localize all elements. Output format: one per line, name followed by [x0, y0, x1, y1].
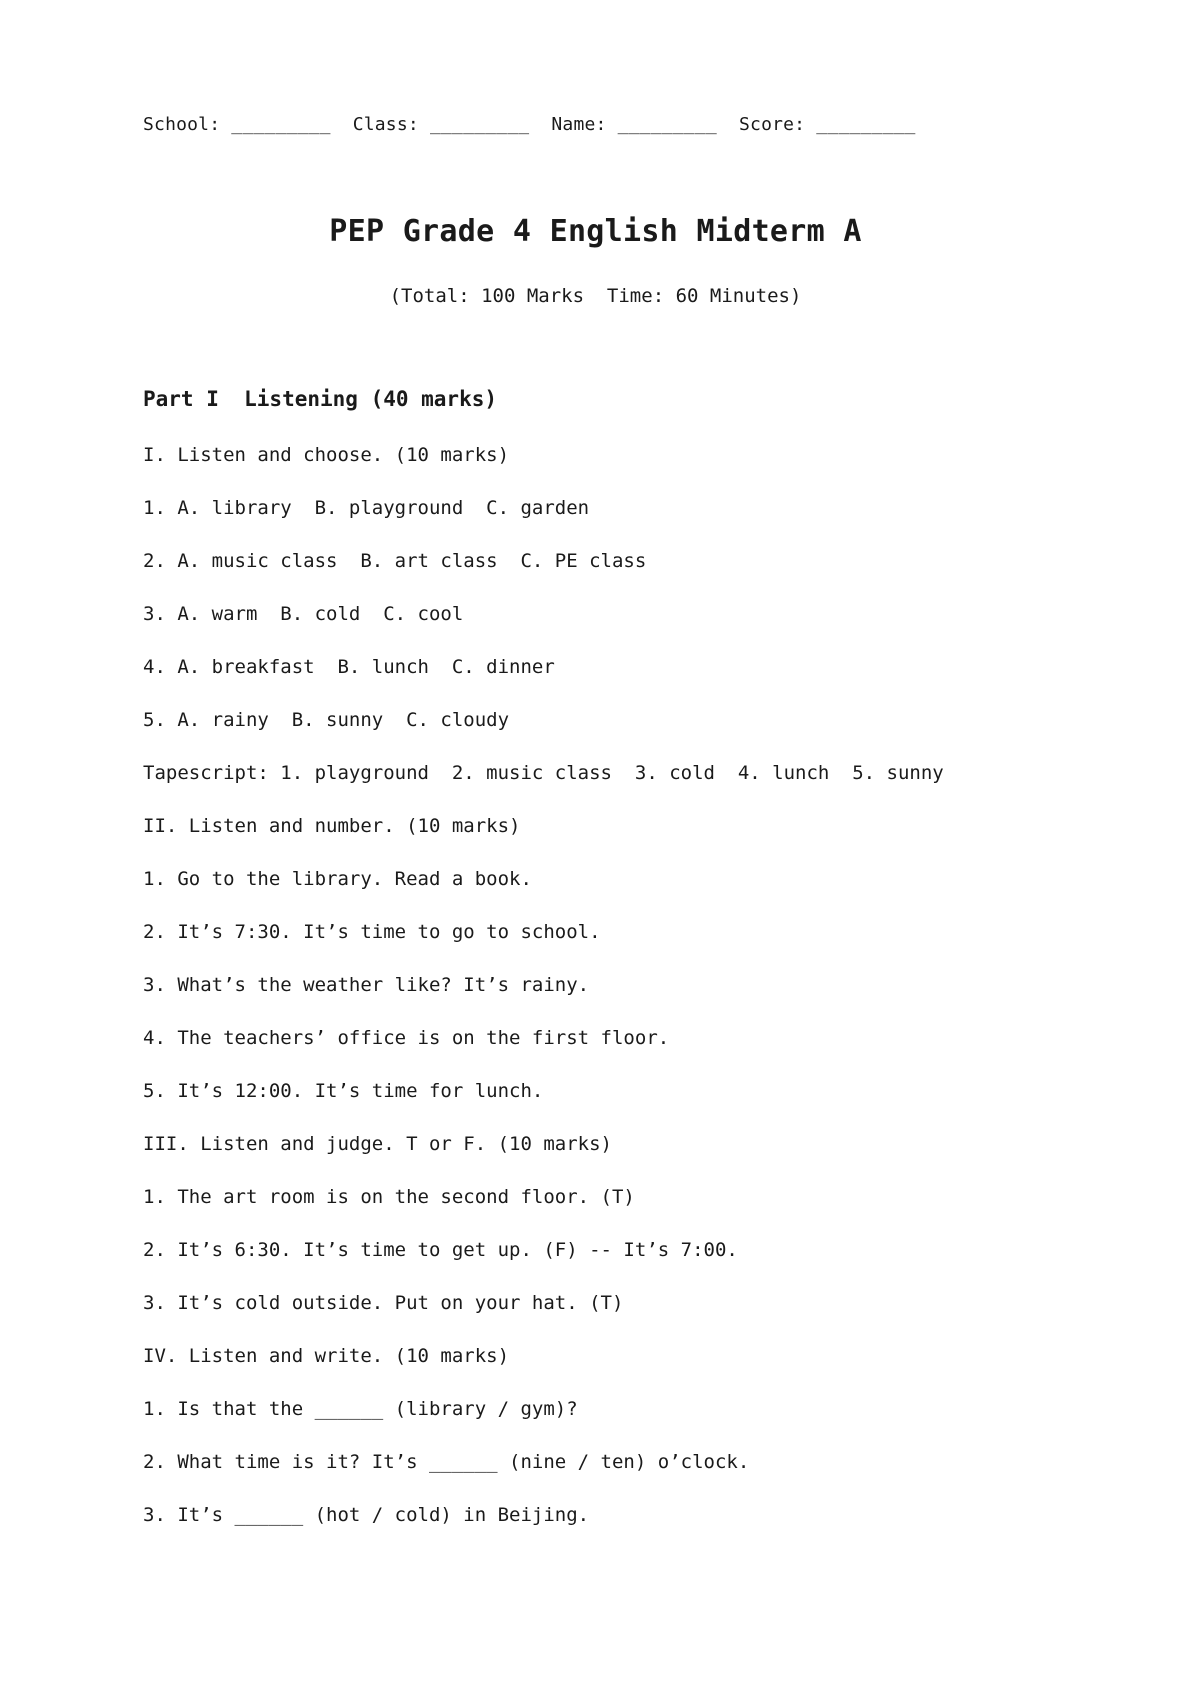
question-line: 2. It’s 7:30. It’s time to go to school. [143, 921, 601, 943]
question-line: 4. The teachers’ office is on the first floor. [143, 1027, 670, 1049]
question-line: 2. A. music class B. art class C. PE class [143, 550, 647, 572]
tapescript-line: Tapescript: 1. playground 2. music class 3. cold 4. lunch 5. sunny [143, 762, 944, 784]
question-line: 3. It’s ______ (hot / cold) in Beijing. [143, 1504, 590, 1526]
question-line: 3. A. warm B. cold C. cool [143, 603, 464, 625]
question-line: 5. A. rainy B. sunny C. cloudy [143, 709, 510, 731]
question-line: 4. A. breakfast B. lunch C. dinner [143, 656, 555, 678]
question-line: 3. It’s cold outside. Put on your hat. (T) [143, 1292, 624, 1314]
question-line: 1. The art room is on the second floor. (T) [143, 1186, 635, 1208]
question-line: 3. What’s the weather like? It’s rainy. [143, 974, 590, 996]
section-heading: I. Listen and choose. (10 marks) [143, 444, 510, 466]
section-heading: IV. Listen and write. (10 marks) [143, 1345, 510, 1367]
question-line: 2. What time is it? It’s ______ (nine / ten) o’clock. [143, 1451, 750, 1473]
section-heading: III. Listen and judge. T or F. (10 marks) [143, 1133, 612, 1155]
section-heading: II. Listen and number. (10 marks) [143, 815, 521, 837]
question-line: 1. A. library B. playground C. garden [143, 497, 590, 519]
question-list [143, 440, 1103, 1553]
exam-subtitle: (Total: 100 Marks Time: 60 Minutes) [389, 285, 802, 307]
question-line: 5. It’s 12:00. It’s time for lunch. [143, 1080, 544, 1102]
question-line: 1. Go to the library. Read a book. [143, 868, 532, 890]
part-heading: Part I Listening (40 marks) [143, 387, 498, 411]
student-info-fields: School: _________ Class: _________ Name: _________ Score: _________ [143, 114, 916, 135]
exam-title: PEP Grade 4 English Midterm A [329, 214, 862, 249]
question-line: 2. It’s 6:30. It’s time to get up. (F) -- It’s 7:00. [143, 1239, 738, 1261]
question-line: 1. Is that the ______ (library / gym)? [143, 1398, 578, 1420]
